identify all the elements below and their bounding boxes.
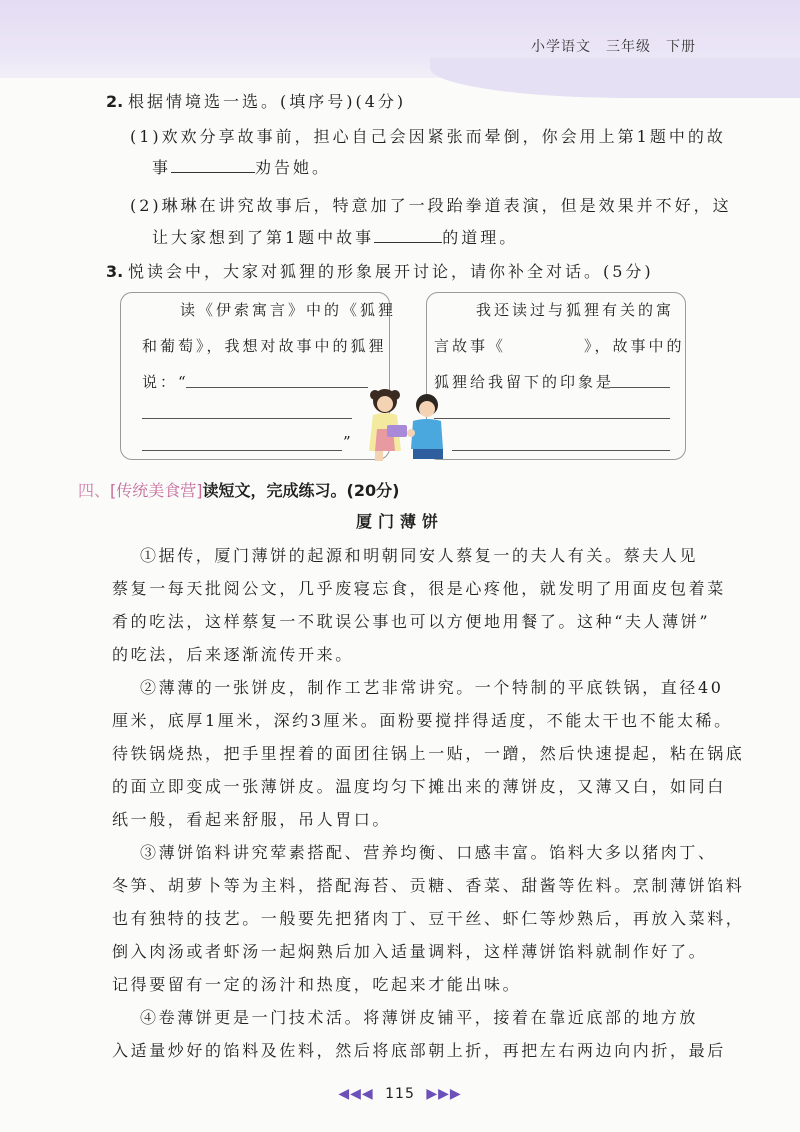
header-decoration <box>430 58 800 98</box>
question-3-stem: 悦读会中，大家对狐狸的形象展开讨论，请你补全对话。(5分) <box>128 262 654 281</box>
answer-line[interactable] <box>186 387 368 388</box>
article-line: 的面立即变成一张薄饼皮。温度均匀下摊出来的薄饼皮，又薄又白，如同白 <box>112 777 726 796</box>
article-line: 倒入肉汤或者虾汤一起焖熟后加入适量调料，这样薄饼馅料就制作好了。 <box>112 942 708 961</box>
article-line: ②薄薄的一张饼皮，制作工艺非常讲究。一个特制的平底铁锅，直径40 <box>140 678 724 697</box>
children-illustration-svg <box>357 385 457 465</box>
question-2-stem: 根据情境选一选。(填序号)(4分) <box>128 92 407 111</box>
article-line: 肴的吃法，这样蔡复一不耽误公事也可以方便地用餐了。这种“夫人薄饼” <box>112 612 711 631</box>
answer-line[interactable] <box>610 387 670 388</box>
article-line: 记得要留有一定的汤汁和热度，吃起来才能出味。 <box>112 975 522 994</box>
article-line: 蔡复一每天批阅公文，几乎废寝忘食，很是心疼他，就发明了用面皮包着菜 <box>112 579 726 598</box>
answer-line[interactable] <box>434 418 670 419</box>
answer-line[interactable] <box>142 450 342 451</box>
article-line: ③薄饼馅料讲究荤素搭配、营养均衡、口感丰富。馅料大多以猪肉丁、 <box>140 843 717 862</box>
right-arrows-icon: ▶▶▶ <box>426 1086 462 1102</box>
article-line: 的吃法，后来逐渐流传开来。 <box>112 645 354 664</box>
answer-line[interactable] <box>142 418 352 419</box>
q2-sub1-line2: 事 劝告她。 <box>152 158 332 177</box>
answer-blank[interactable] <box>171 158 255 173</box>
page-footer <box>0 1086 800 1102</box>
article-line: ④卷薄饼更是一门技术活。将薄饼皮铺平，接着在靠近底部的地方放 <box>140 1008 699 1027</box>
article-line: ①据传，厦门薄饼的起源和明朝同安人蔡复一的夫人有关。蔡夫人见 <box>140 546 699 565</box>
article-line: 也有独特的技艺。一般要先把猪肉丁、豆干丝、虾仁等炒熟后，再放入菜料， <box>112 909 745 928</box>
left-arrows-icon: ◀◀◀ <box>338 1086 374 1102</box>
section-4-heading <box>78 478 399 501</box>
right-box-line2: 言故事《 》，故事中的 <box>434 337 685 355</box>
left-box-line2: 和葡萄》，我想对故事中的狐狸 <box>142 337 387 355</box>
q2-sub1-line1: (1)欢欢分享故事前，担心自己会因紧张而晕倒，你会用上第1题中的故 <box>130 127 726 146</box>
answer-blank[interactable] <box>374 228 442 243</box>
article-line: 纸一般，看起来舒服，吊人胃口。 <box>112 810 392 829</box>
question-2-number: 2. <box>106 92 124 111</box>
left-box-line3: 说：“ <box>142 373 189 391</box>
closing-quote: ” <box>343 433 354 451</box>
q2-sub2-line2: 让大家想到了第1题中故事 的道理。 <box>152 228 519 247</box>
section-title: 读短文，完成练习。(20分) <box>202 481 400 500</box>
article-line: 厘米，底厚1厘米，深约3厘米。面粉要搅拌得适度，不能太干也不能太稀。 <box>112 711 733 730</box>
q2-sub2-line1: (2)琳琳在讲究故事后，特意加了一段跆拳道表演，但是效果并不好，这 <box>130 196 732 215</box>
section-tag: [传统美食营] <box>110 481 203 500</box>
article-title: 厦门薄饼 <box>355 512 444 531</box>
right-box-line3: 狐狸给我留下的印象是 <box>434 373 615 391</box>
right-box-line1: 我还读过与狐狸有关的寓 <box>476 301 675 319</box>
article-line: 入适量炒好的馅料及佐料，然后将底部朝上折，再把左右两边向内折，最后 <box>112 1041 726 1060</box>
page-number: 115 <box>385 1086 415 1102</box>
question-3-number: 3. <box>106 262 124 281</box>
article-line: 待铁锅烧热，把手里捏着的面团往锅上一贴，一蹭，然后快速提起，粘在锅底 <box>112 744 745 763</box>
running-header: 小学语文 三年级 下册 <box>531 39 696 55</box>
left-box-line1: 读《伊索寓言》中的《狐狸 <box>180 301 397 319</box>
children-reading-illustration <box>357 385 457 465</box>
article-line: 冬笋、胡萝卜等为主料，搭配海苔、贡糖、香菜、甜酱等佐料。烹制薄饼馅料 <box>112 876 745 895</box>
section-number: 四、 <box>78 481 111 500</box>
answer-line[interactable] <box>452 450 670 451</box>
